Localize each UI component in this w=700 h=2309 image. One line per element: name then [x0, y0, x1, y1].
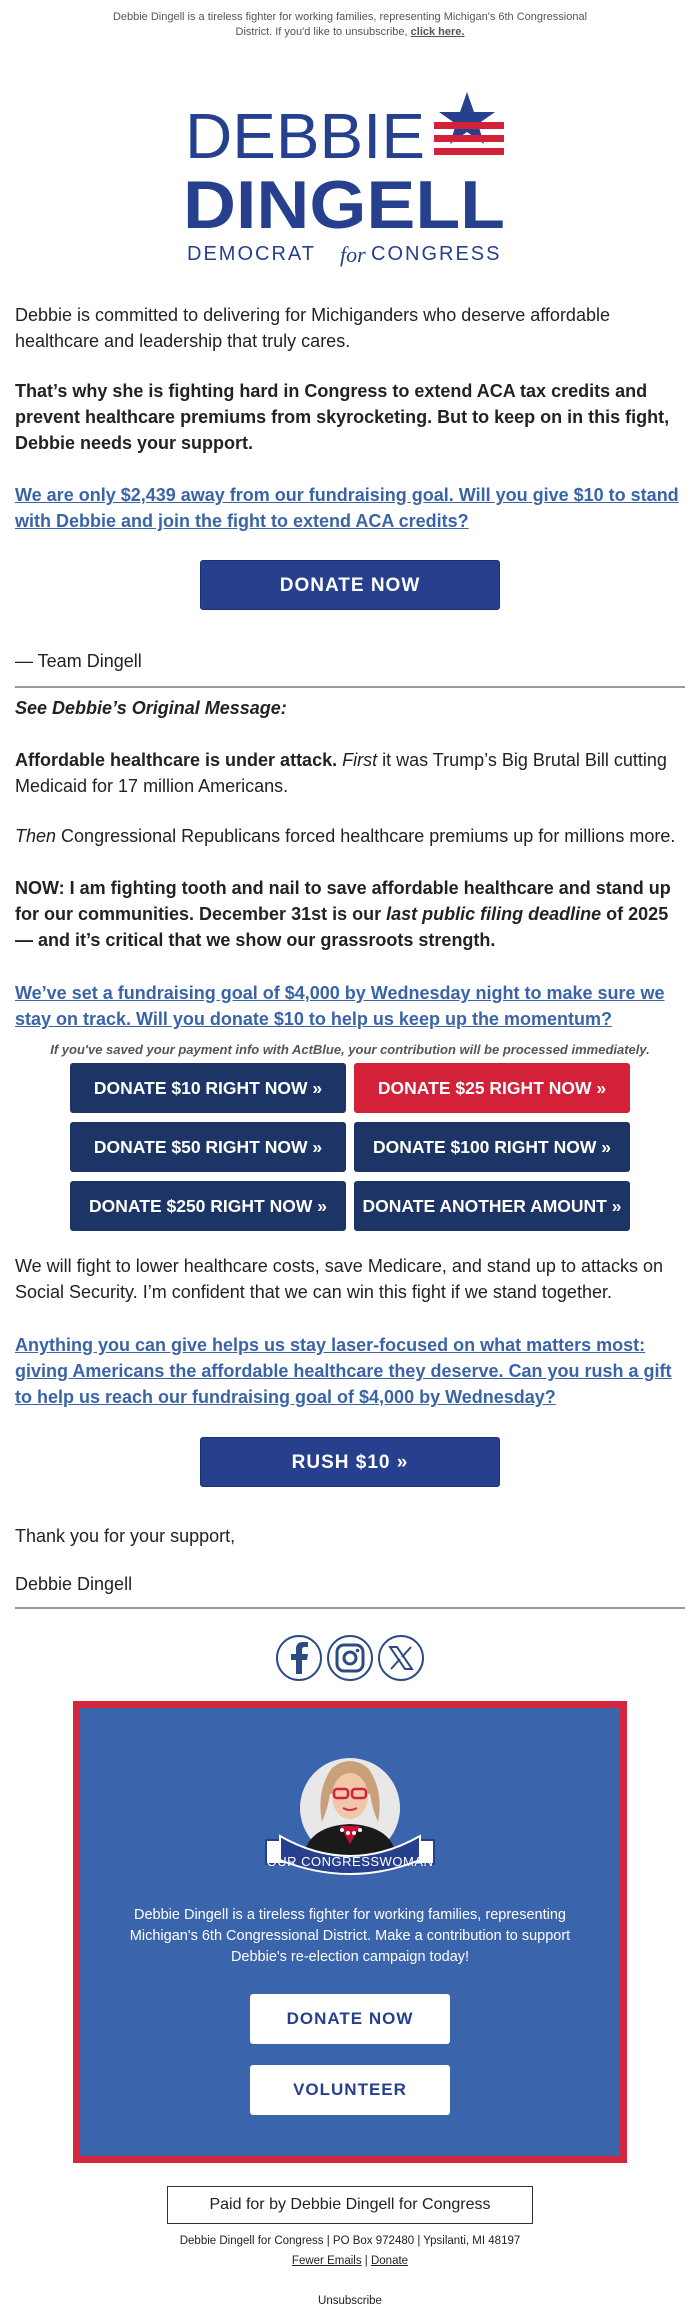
p2-then: Then: [15, 826, 57, 846]
p1-first: First: [342, 750, 378, 770]
footer-box-text: Debbie Dingell is a tireless fighter for working families, representing Michigan's 6th Congressional District. Make a contribution to support Debbie's re-election campaign today!: [129, 1907, 571, 1965]
intro-paragraph-bold: That’s why she is fighting hard in Congress to extend ACA tax credits and prevent healthcare premiums from skyrocketing. But to keep on in this fight, Debbie needs your support.: [15, 381, 670, 453]
p3-em: last public filing deadline: [386, 904, 602, 924]
facebook-icon[interactable]: [276, 1635, 322, 1681]
footer-links: [0, 2255, 700, 2267]
footer-donate-link[interactable]: Donate: [370, 2255, 409, 2267]
instagram-icon[interactable]: [327, 1635, 373, 1681]
mailing-address: Debbie Dingell for Congress | PO Box 972480 | Ypsilanti, MI 48197: [179, 2235, 521, 2247]
volunteer-button[interactable]: VOLUNTEER: [250, 2065, 450, 2115]
intro-paragraph: Debbie is committed to delivering for Michiganders who deserve affordable healthcare and leadership that truly cares.: [15, 305, 610, 351]
donate-100-button[interactable]: DONATE $100 RIGHT NOW »: [354, 1122, 630, 1172]
divider: [15, 686, 685, 688]
logo-line2: DINGELL: [183, 167, 505, 243]
donate-10-button[interactable]: DONATE $10 RIGHT NOW »: [70, 1063, 346, 1113]
x-icon[interactable]: [378, 1635, 424, 1681]
original-paragraph-4: We will fight to lower healthcare costs, save Medicare, and stand up to attacks on Social Security. I’m confident that we can win this fight if we stand together.: [15, 1256, 663, 1302]
paid-for-disclaimer: Paid for by Debbie Dingell for Congress: [167, 2186, 533, 2224]
original-paragraph-2: [15, 823, 685, 849]
divider-2: [15, 1607, 685, 1609]
donate-25-button[interactable]: DONATE $25 RIGHT NOW »: [354, 1063, 630, 1113]
momentum-link[interactable]: We’ve set a fundraising goal of $4,000 by Wednesday night to make sure we stay on track. Will you donate $10 to help us keep up the momentum?: [15, 983, 665, 1029]
thanks: Thank you for your support,: [15, 1526, 236, 1546]
intro-section: [0, 302, 700, 674]
actblue-note: If you've saved your payment info with ActBlue, your contribution will be processed immediately.: [50, 1042, 650, 1057]
original-heading: See Debbie’s Original Message:: [15, 698, 287, 718]
footer-donate-button[interactable]: DONATE NOW: [250, 1994, 450, 2044]
footer-separator: |: [364, 2255, 368, 2267]
social-links: [0, 1635, 700, 1681]
p2-rest: Congressional Republicans forced healthcare premiums up for millions more.: [61, 826, 676, 846]
logo-tagline-right: CONGRESS: [371, 243, 502, 265]
donate-now-button[interactable]: DONATE NOW: [200, 560, 500, 610]
donate-other-button[interactable]: DONATE ANOTHER AMOUNT »: [354, 1181, 630, 1231]
donate-250-button[interactable]: DONATE $250 RIGHT NOW »: [70, 1181, 346, 1231]
ribbon-text: OUR CONGRESSWOMAN: [266, 1854, 434, 1869]
p1-rest: it was Trump’s Big Brutal Bill cutting Medicaid for 17 million Americans.: [15, 750, 667, 796]
signoff: — Team Dingell: [15, 651, 142, 671]
preheader-text: Debbie Dingell is a tireless fighter for working families, representing Michigan's 6th Congressional District. If you'd like to unsubscribe,: [112, 11, 588, 38]
portrait-icon: [300, 1758, 400, 1862]
original-paragraph-3: [15, 875, 685, 953]
footer-unsubscribe-link[interactable]: Unsubscribe: [318, 2295, 382, 2307]
logo-tagline-left: DEMOCRAT: [187, 243, 316, 265]
footer-box: [73, 1701, 627, 2163]
p3-a: NOW: I am fighting tooth and nail to save affordable healthcare and stand up for our communities. December 31st is our: [15, 878, 671, 924]
footer-unsubscribe: [0, 2295, 700, 2307]
congresswoman-illustration: [80, 1738, 620, 1888]
fewer-emails-link[interactable]: Fewer Emails: [291, 2255, 362, 2267]
campaign-logo: [180, 92, 520, 272]
p1-bold: Affordable healthcare is under attack.: [15, 750, 338, 770]
signature: Debbie Dingell: [15, 1574, 133, 1594]
goal-link[interactable]: We are only $2,439 away from our fundraising goal. Will you give $10 to stand with Debbie and join the fight to extend ACA credits?: [15, 485, 679, 531]
unsubscribe-link[interactable]: click here.: [410, 26, 465, 38]
logo-tagline-for: for: [340, 242, 366, 267]
logo-line1: DEBBIE: [185, 100, 425, 172]
original-paragraph-1: [15, 747, 685, 799]
preheader: [0, 0, 700, 40]
donate-50-button[interactable]: DONATE $50 RIGHT NOW »: [70, 1122, 346, 1172]
flag-icon: [434, 92, 504, 155]
rush-10-button[interactable]: RUSH $10 »: [200, 1437, 500, 1487]
original-message: [0, 695, 700, 1597]
rush-gift-link[interactable]: Anything you can give helps us stay laser-focused on what matters most: giving Americans the affordable healthcare they deserve. Can you rush a gift to help us reach our fundraising goal of $4,000 by Wednesday?: [15, 1335, 672, 1407]
donation-amount-grid: [15, 1063, 685, 1231]
p3-b: of 2025 — and it’s critical that we show our grassroots strength.: [15, 904, 669, 950]
